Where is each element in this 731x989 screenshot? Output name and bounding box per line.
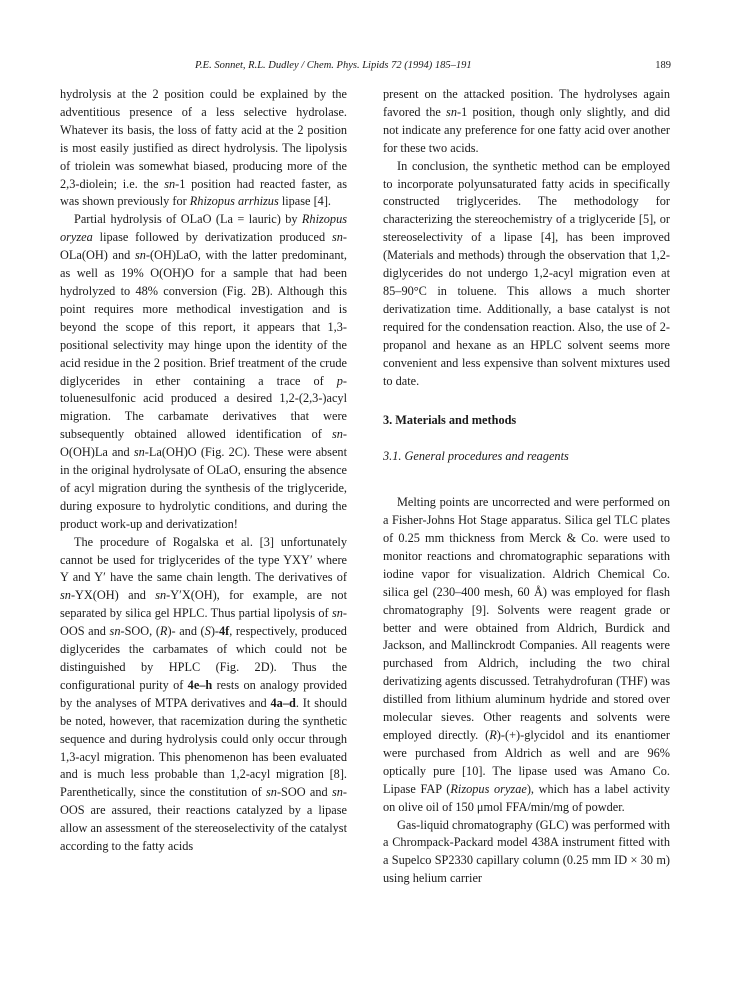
running-head: P.E. Sonnet, R.L. Dudley / Chem. Phys. Lipids 72 (1994) 185–191 xyxy=(195,60,472,71)
paragraph: In conclusion, the synthetic method can be employed to incorporate polyunsaturated fatty acids in specifically constructed triglycerides. The methodology for characterizing the stereochemistry of a triglyceride [5], or stereoselectivity of a lipase [4], has been improved (Materials and methods) through the observation that 1,2-diglycerides do not undergo 1,2-acyl migration even at 85–90°C in toluene. This allows a much shorter derivatization time. Additionally, a base catalyst is not required for the condensation reaction. Also, the use of 2-propanol and hexane as an HPLC solvent seems more convenient and less expensive than solvent mixtures used to date. xyxy=(383,158,670,388)
paragraph: The procedure of Rogalska et al. [3] unfortunately cannot be used for triglycerides of the type YXY′ where Y and Y′ have the same chain length. The derivatives of sn-YX(OH) and sn-Y′X(OH), for example, are not separated by silica gel HPLC. Thus partial lipolysis of sn-OOS and sn-SOO, (R)- and (S)-4f, respectively, produced diglycerides the carbamates of which could not be distinguished by HPLC (Fig. 2D). Thus the configurational purity of 4e–h rests on analogy provided by the analyses of MTPA derivatives and 4a–d. It should be noted, however, that racemization during the synthetic sequence and during hydrolysis could only occur through 1,3-acyl migration. This phenomenon has been evaluated and is much less probable than 1,2-acyl migration [8]. Parenthetically, since the constitution of sn-SOO and sn-OOS are assured, their reactions catalyzed by a lipase allow an assessment of the stereoselectivity of the catalyst according to the fatty acids xyxy=(60,534,347,854)
paragraph: Gas-liquid chromatography (GLC) was performed with a Chrompack-Packard model 438A instrument fitted with a Supelco SP2330 capillary column (0.25 mm ID × 30 m) using helium carrier xyxy=(383,817,670,886)
paragraph: Partial hydrolysis of OLaO (La = lauric) by Rhizopus oryzea lipase followed by derivatization produced sn-OLa(OH) and sn-(OH)LaO, with the latter predominant, as well as 19% O(OH)O for a sample that had been hydrolyzed to 48% conversion (Fig. 2B). Although this point requires more methodical investigation and is beyond the scope of this report, it appears that 1,3-positional selectivity may hinge upon the identity of the acid residue in the 2 position. Brief treatment of the crude diglycerides in ether containing a trace of p-toluenesulfonic acid produced a desired 1,2-(2,3-)acyl migration. The carbamate derivatives that were subsequently obtained allowed identification of sn-O(OH)La and sn-La(OH)O (Fig. 2C). These were absent in the original hydrolysate of OLaO, ensuring the absence of acyl migration during the synthesis of the triglyceride, during exposure to hydrolytic conditions, and during the product work-up and derivatization! xyxy=(60,212,347,531)
left-column xyxy=(60,86,347,856)
paragraph: hydrolysis at the 2 position could be explained by the adventitious presence of a less selective hydrolase. Whatever its basis, the loss of fatty acid at the 2 position is most easily justified as direct hydrolysis. The lipolysis of triolein was somewhat biased, producing more of the 2,3-diolein; i.e. the sn-1 position had reacted faster, as was shown previously for Rhizopus arrhizus lipase [4]. xyxy=(60,87,347,209)
running-header xyxy=(60,60,671,74)
section-heading: 3. Materials and methods xyxy=(383,413,517,428)
paragraph: Melting points are uncorrected and were performed on a Fisher-Johns Hot Stage apparatus. Silica gel TLC plates of 0.25 mm thickness from Merck & Co. were used to monitor reactions and chromatographic separations with iodine vapor for visualization. Aldrich Chemical Co. silica gel (230–400 mesh, 60 Å) was employed for flash chromatography [9]. Solvents were reagent grade or better and were obtained from Aldrich, Burdick and Jackson, and Mallinckrodt Companies. All reagents were purchased from Aldrich, including the two chiral derivatizing agents discussed. Tetrahydrofuran (THF) was distilled from lithium aluminum hydride and stored over molecular sieves. Other reagents and solvents were employed directly. (R)-(+)-glycidol and its enantiomer were purchased from Aldrich as well and are 96% optically pure [10]. The lipase used was Amano Co. Lipase FAP (Rizopus oryzae), which has a label activity on olive oil of 150 μmol FFA/min/mg of powder. xyxy=(383,495,670,814)
right-column xyxy=(383,86,670,888)
page-number: 189 xyxy=(655,60,671,71)
subsection-heading: 3.1. General procedures and reagents xyxy=(383,449,569,464)
paragraph: present on the attacked position. The hydrolyses again favored the sn-1 position, though only slightly, and did not indicate any preference for one fatty acid over another for these two acids. xyxy=(383,87,670,155)
